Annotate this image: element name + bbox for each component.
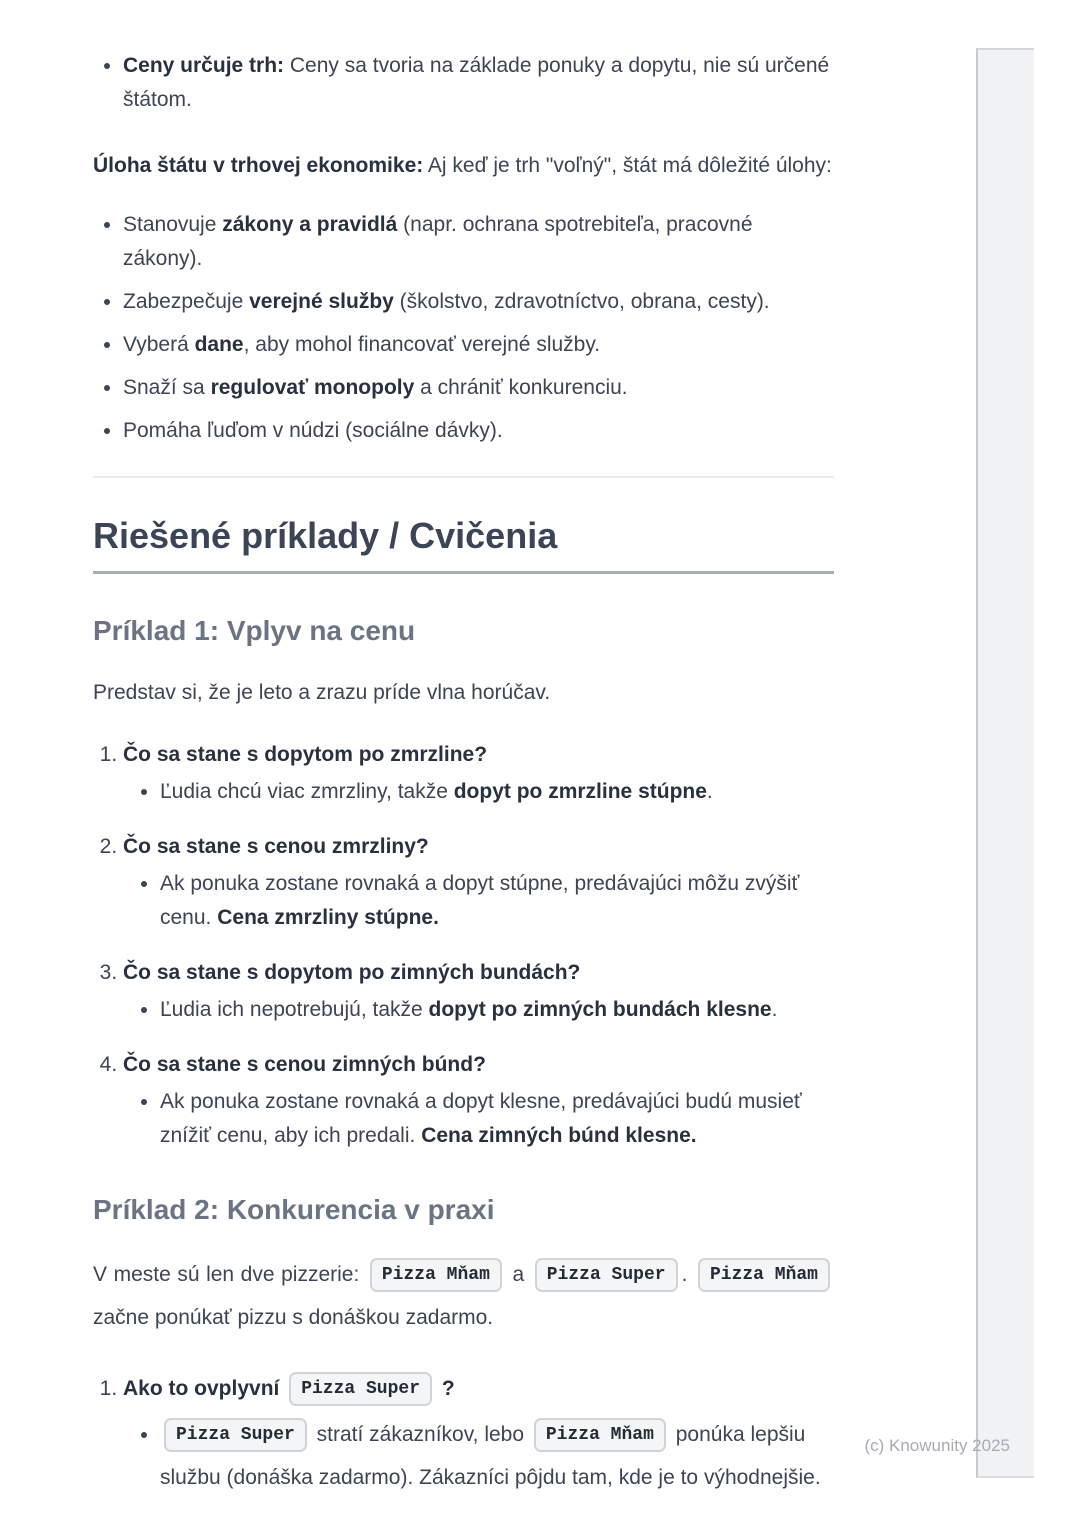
text-segment: Zabezpečuje — [123, 290, 250, 313]
answer-item — [160, 1085, 834, 1153]
text-segment: Pomáha ľuďom v núdzi (sociálne dávky). — [123, 419, 503, 442]
next-page-edge[interactable] — [976, 48, 1034, 1478]
text-segment: Ceny sa tvoria na základe ponuky a dopytu, nie sú určené štátom. — [123, 54, 830, 111]
example2-question-list — [93, 1367, 834, 1499]
document-content — [93, 0, 834, 1520]
text-segment: a — [505, 1263, 531, 1286]
question-item — [123, 830, 834, 935]
answer-item — [160, 867, 834, 935]
list-item — [123, 414, 834, 448]
question-item — [123, 1048, 834, 1153]
list-item — [123, 208, 834, 276]
text-segment: . — [771, 998, 778, 1021]
question-item — [123, 1367, 834, 1499]
state-roles-list — [93, 208, 834, 448]
answer-item — [160, 775, 834, 809]
inline-code-chip: Pizza Mňam — [370, 1258, 502, 1292]
answer-item — [160, 1413, 834, 1499]
list-item — [123, 285, 834, 319]
text-segment: , aby mohol financovať verejné služby. — [243, 333, 601, 356]
inline-code-chip: Pizza Mňam — [534, 1418, 666, 1452]
text-segment: začne ponúkať pizzu s donáškou zadarmo. — [93, 1306, 494, 1329]
inline-code-chip: Pizza Mňam — [698, 1258, 830, 1292]
text-segment: Úloha štátu v trhovej ekonomike: — [93, 154, 424, 177]
example1-intro: Predstav si, že je leto a zrazu príde vlna horúčav. — [93, 681, 551, 704]
lead-paragraph — [93, 149, 834, 183]
text-segment: Aj keď je trh "voľný", štát má dôležité úlohy: — [423, 154, 832, 177]
text-segment: Cena zimných búnd klesne. — [421, 1124, 697, 1147]
text-segment: Ak ponuka zostane rovnaká a dopyt klesne, predávajúci budú musieť znížiť cenu, aby ich predali. — [160, 1090, 802, 1147]
text-segment: . — [681, 1263, 694, 1286]
text-segment: stratí zákazníkov, lebo — [310, 1423, 530, 1446]
knowunity-watermark: (c) Knowunity 2025 — [864, 1436, 1010, 1455]
page-title: Riešené príklady / Cvičenia — [93, 514, 834, 574]
text-segment: Čo sa stane s cenou zimných búnd? — [123, 1053, 486, 1076]
text-segment: Čo sa stane s dopytom po zmrzline? — [123, 743, 488, 766]
text-segment: Čo sa stane s dopytom po zimných bundách? — [123, 961, 581, 984]
question-text — [123, 956, 834, 990]
question-item — [123, 956, 834, 1027]
text-segment: Snaží sa — [123, 376, 211, 399]
text-segment: dopyt po zmrzline stúpne — [453, 780, 707, 803]
example2-intro — [93, 1253, 834, 1339]
text-segment: Čo sa stane s cenou zmrzliny? — [123, 835, 429, 858]
question-item — [123, 738, 834, 809]
text-segment: dane — [194, 333, 244, 356]
text-segment: Cena zmrzliny stúpne. — [217, 906, 439, 929]
section-divider — [93, 476, 834, 478]
question-text — [123, 1048, 834, 1082]
text-segment: (školstvo, zdravotníctvo, obrana, cesty). — [393, 290, 770, 313]
inline-code-chip: Pizza Super — [535, 1258, 678, 1292]
example1-heading: Príklad 1: Vplyv na cenu — [93, 615, 416, 646]
bullet-item — [123, 49, 834, 117]
text-segment: Ceny určuje trh: — [123, 54, 285, 77]
question-text — [123, 1367, 834, 1410]
text-segment: Stanovuje — [123, 213, 223, 236]
text-segment: dopyt po zimných bundách klesne — [428, 998, 772, 1021]
text-segment: Ľudia ich nepotrebujú, takže — [160, 998, 429, 1021]
example1-question-list — [93, 738, 834, 1153]
answer-item — [160, 993, 834, 1027]
text-segment: zákony a pravidlá — [222, 213, 398, 236]
question-text — [123, 830, 834, 864]
text-segment: Vyberá — [123, 333, 195, 356]
text-segment: regulovať monopoly — [210, 376, 415, 399]
text-segment: ? — [436, 1377, 455, 1400]
text-segment: Ľudia chcú viac zmrzliny, takže — [160, 780, 454, 803]
text-segment: (napr. ochrana spotrebiteľa, pracovné zákony). — [123, 213, 753, 270]
text-segment: a chrániť konkurenciu. — [414, 376, 628, 399]
question-text — [123, 738, 834, 772]
text-segment: . — [706, 780, 713, 803]
text-segment: Ako to ovplyvní — [123, 1377, 286, 1400]
text-segment: V meste sú len dve pizzerie: — [93, 1263, 366, 1286]
text-segment: Ak ponuka zostane rovnaká a dopyt stúpne, predávajúci môžu zvýšiť cenu. — [160, 872, 800, 929]
list-item — [123, 371, 834, 405]
inline-code-chip: Pizza Super — [289, 1372, 432, 1406]
text-segment: ponúka lepšiu službu (donáška zadarmo). Zákazníci pôjdu tam, kde je to výhodnejšie. — [160, 1423, 821, 1489]
inline-code-chip: Pizza Super — [164, 1418, 307, 1452]
list-item — [123, 328, 834, 362]
example2-heading: Príklad 2: Konkurencia v praxi — [93, 1194, 495, 1225]
text-segment: verejné služby — [249, 290, 394, 313]
market-prices-bullet-list — [93, 49, 834, 117]
